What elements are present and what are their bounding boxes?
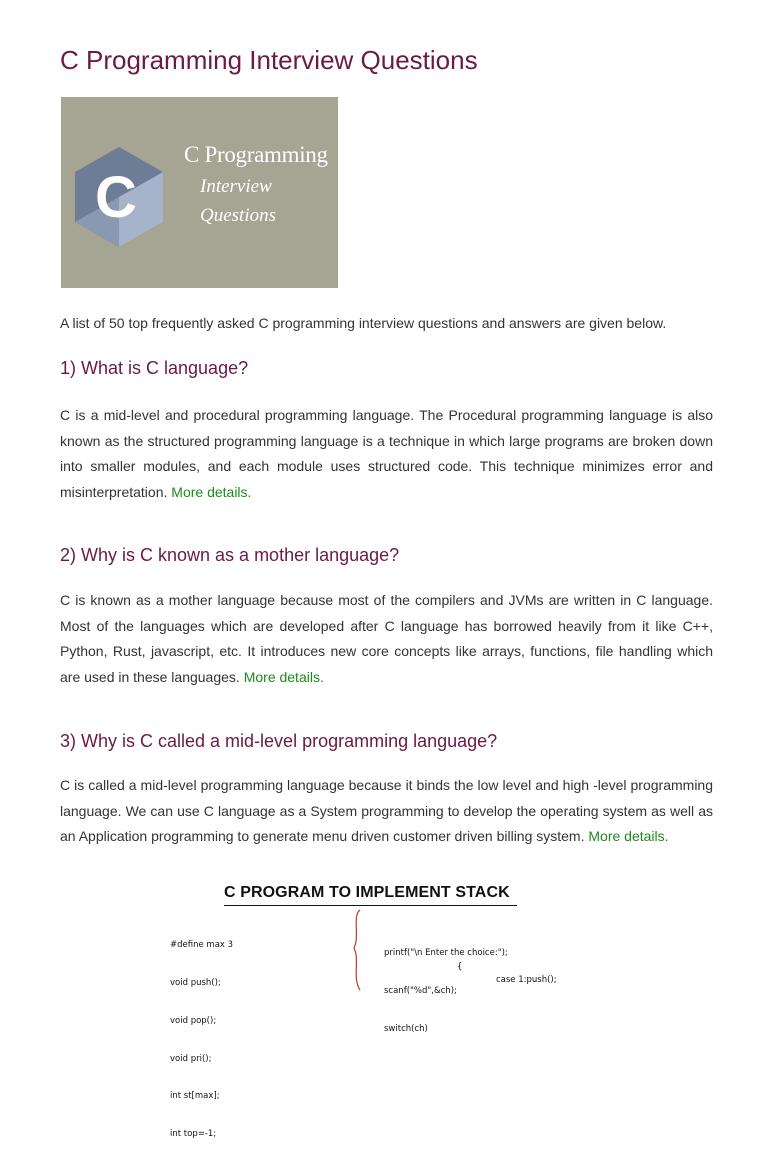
intro-text: A list of 50 top frequently asked C programming interview questions and answers are given below. xyxy=(60,315,667,331)
c-logo-hexagon xyxy=(75,147,163,247)
code-title-underline xyxy=(224,905,517,906)
code-line: void pri(); xyxy=(170,1053,212,1064)
curly-brace-divider xyxy=(350,908,364,992)
question-3-answer xyxy=(60,773,713,850)
stack-program-image xyxy=(148,878,596,1140)
code-line: #define max 3 xyxy=(170,940,234,951)
question-1-answer xyxy=(60,403,713,505)
banner-subtitle-2: Questions xyxy=(200,205,276,226)
answer-text: C is a mid-level and procedural programming language. The Procedural programming language is also known as the structured programming language is a technique in which large programs are broken down into smaller modules, and each module uses structured code. This technique minimizes error and misinterpretation. xyxy=(60,407,713,500)
banner-subtitle-1: Interview xyxy=(200,176,272,197)
banner-image xyxy=(61,97,338,288)
code-left-column xyxy=(170,914,233,1166)
question-1-heading: 1) What is C language? xyxy=(60,358,249,378)
code-line: scanf("%d",&ch); xyxy=(384,985,457,996)
code-line: int st[max]; xyxy=(170,1091,220,1102)
answer-text: C is known as a mother language because most of the compilers and JVMs are written in C language. Most of the languages which are developed after C language has borrowed heavily from it like C++, Python, Rust, javascript, etc. It introduces new core concepts like arrays, functions, file handling which are used in these languages. xyxy=(60,592,713,685)
more-details-link-1[interactable]: More details. xyxy=(171,483,252,500)
page-title: C Programming Interview Questions xyxy=(60,45,478,75)
code-case-line: case 1:push(); xyxy=(496,975,557,985)
code-line: printf("\n Enter the choice:"); xyxy=(384,948,508,959)
question-3-heading: 3) Why is C called a mid-level programming language? xyxy=(60,731,498,751)
code-line: void pop(); xyxy=(170,1015,217,1026)
c-logo-letter: C xyxy=(95,165,137,230)
code-line: switch(ch) xyxy=(384,1023,428,1034)
code-image-title: C PROGRAM TO IMPLEMENT STACK xyxy=(224,884,510,901)
code-right-column xyxy=(384,922,508,1061)
answer-text: C is called a mid-level programming language because it binds the low level and high -level programming language. We can use C language as a System programming to develop the operating system as well as an Application programming to generate menu driven customer driven billing system. xyxy=(60,777,713,844)
code-line: int top=-1; xyxy=(170,1129,217,1140)
code-open-brace: { xyxy=(457,962,463,972)
banner-title: C Programming xyxy=(184,142,328,167)
question-2-heading: 2) Why is C known as a mother language? xyxy=(60,545,400,565)
question-2-answer xyxy=(60,588,713,690)
more-details-link-2[interactable]: More details. xyxy=(243,668,324,685)
code-line: void push(); xyxy=(170,977,221,988)
more-details-link-3[interactable]: More details. xyxy=(588,828,669,844)
